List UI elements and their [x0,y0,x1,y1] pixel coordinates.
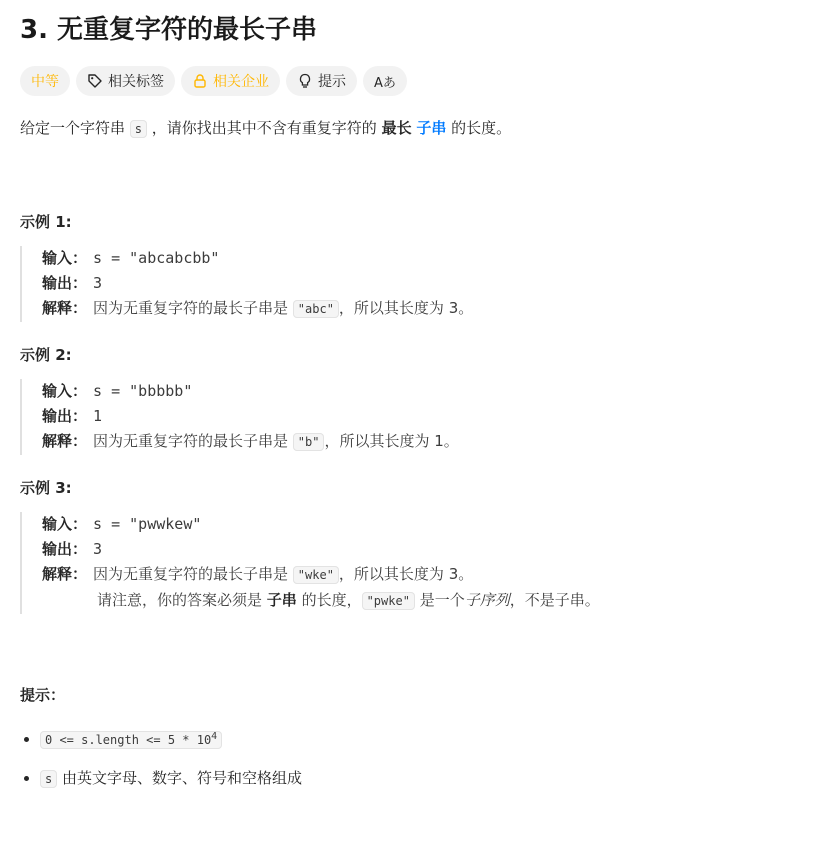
description-text: ，请你找出其中不含有重复字符的 [147,119,382,137]
output-label: 输出： [42,274,88,292]
example-box [20,512,793,614]
related-companies-label: 相关企业 [213,74,269,90]
related-tags-button[interactable] [76,66,175,96]
explanation-label: 解释： [42,299,88,317]
example-output: 3 [93,274,103,292]
example-output: 3 [93,540,103,558]
constraints-list [20,725,793,791]
constraint-item [40,725,793,752]
example-input: s = "pwwkew" [93,515,202,533]
example-heading: 示例 1: [20,213,72,231]
inline-code: s [40,770,57,788]
lock-icon [192,73,208,89]
constraints-section [20,684,793,791]
substring-link[interactable]: 子串 [416,119,447,137]
difficulty-tag[interactable] [20,66,70,96]
related-tags-label: 相关标签 [108,74,164,90]
output-label: 输出： [42,407,88,425]
explanation-label: 解释： [42,432,88,450]
inline-code: 0 <= s.length <= $5 * 10^4$ [40,731,222,749]
constraint-item: • s 由英文字母、数字、符号和空格组成 [40,766,793,791]
inline-code: "wke" [293,566,339,584]
example-output: 1 [93,407,103,425]
explanation-label: 解释： [42,565,88,583]
tag-bar [20,66,793,96]
problem-description [20,116,793,141]
example-explanation: 因为无重复字符的最长子串是 "wke" ，所以其长度为 3。 [93,565,474,583]
inline-code: s [130,120,147,138]
example-input: s = "bbbbb" [93,382,193,400]
tag-icon [87,73,103,89]
lightbulb-icon [297,73,313,89]
inline-code: "b" [293,433,325,451]
note-italic: 子序列 [464,591,510,609]
example-note: 请注意，你的答案必须是 子串 的长度， "pwke" 是一个子序列，不是子串。 [97,591,600,609]
example-block [20,344,793,455]
constraints-heading: 提示： [20,686,66,704]
related-companies-button[interactable] [181,66,280,96]
example-heading: 示例 3: [20,479,72,497]
note-bold: 子串 [266,591,297,609]
inline-code: "pwke" [362,592,415,610]
problem-title: 3. 无重复字符的最长子串 [20,15,318,45]
description-text: 给定一个字符串 [20,119,130,137]
description-bold: 最长 [381,119,412,137]
input-label: 输入： [42,249,88,267]
example-input: s = "abcabcbb" [93,249,220,267]
hint-label: 提示 [318,74,346,90]
description-text: 的长度。 [446,119,512,137]
example-block [20,211,793,322]
example-heading: 示例 2: [20,346,72,364]
hint-button[interactable] [286,66,357,96]
input-label: 输入： [42,382,88,400]
translate-icon: Aあ [374,75,396,91]
example-box [20,379,793,455]
difficulty-label: 中等 [31,74,59,90]
inline-code: "abc" [293,300,339,318]
example-explanation: 因为无重复字符的最长子串是 "abc" ，所以其长度为 3。 [93,299,474,317]
output-label: 输出： [42,540,88,558]
translate-button[interactable] [363,66,407,96]
example-explanation: 因为无重复字符的最长子串是 "b" ，所以其长度为 1。 [93,432,459,450]
input-label: 输入： [42,515,88,533]
example-block [20,477,793,614]
example-box [20,246,793,322]
